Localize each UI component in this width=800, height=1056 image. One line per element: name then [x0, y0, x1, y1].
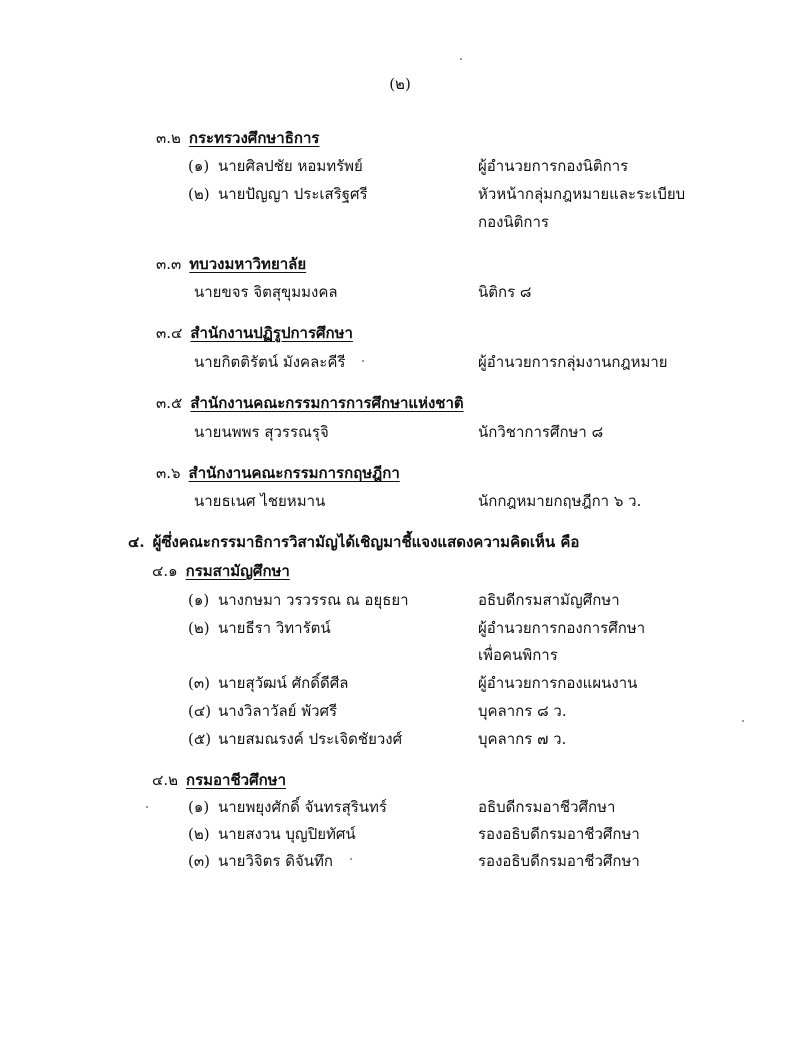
person-entry: [188, 154, 363, 178]
section-title: ผู้ซึ่งคณะกรรมาธิการวิสามัญได้เชิญมาชี้แจงแสดงความคิดเห็น คือ: [152, 533, 580, 551]
scan-speck: [146, 806, 148, 808]
person-name: นายขจร จิตสุขุมมงคล: [194, 283, 338, 301]
person-entry: [188, 588, 409, 612]
entry-index: (๒): [188, 619, 210, 637]
section-title: สำนักงานคณะกรรมการการศึกษาแห่งชาติ: [190, 394, 464, 412]
person-name: นายสงวน บุญปิยทัศน์: [218, 825, 356, 843]
entry-index: (๔): [188, 702, 212, 720]
person-role-continued: เพื่อคนพิการ: [478, 646, 558, 664]
person-name: นายนพพร สุวรรณรุจิ: [194, 423, 329, 441]
page-number: (๒): [389, 75, 411, 93]
person-role: รองอธิบดีกรมอาชีวศึกษา: [478, 852, 640, 870]
entry-index: (๓): [188, 852, 210, 870]
person-role: รองอธิบดีกรมอาชีวศึกษา: [478, 825, 640, 843]
section-heading-3-2: [156, 126, 319, 150]
person-name: นางวิลาวัลย์ พัวศรี: [218, 702, 338, 720]
person-name: นายธเนศ ไชยหมาน: [194, 492, 326, 510]
entry-index: (๒): [188, 825, 210, 843]
section-title: กระทรวงศึกษาธิการ: [188, 129, 320, 147]
entry-index: (๕): [188, 730, 212, 748]
person-name: นายสมณรงค์ ประเจิดชัยวงศ์: [218, 730, 403, 748]
entry-index: (๑): [188, 591, 210, 609]
person-role: ผู้อำนวยการกองการศึกษา: [478, 619, 646, 637]
section-number: ๓.๖: [156, 464, 181, 482]
person-role: ผู้อำนวยการกองนิติการ: [478, 157, 629, 175]
section-title: กรมสามัญศึกษา: [185, 562, 290, 580]
person-entry: [188, 182, 368, 206]
person-name: นายปัญญา ประเสริฐศรี: [218, 185, 368, 203]
person-role: ผู้อำนวยการกลุ่มงานกฎหมาย: [478, 353, 668, 371]
person-entry: [188, 727, 402, 751]
section-number: ๔.: [128, 533, 145, 551]
person-role: นักวิชาการศึกษา ๘: [478, 423, 604, 441]
scan-speck: [460, 58, 462, 60]
person-role: อธิบดีกรมอาชีวศึกษา: [478, 798, 616, 816]
section-heading-4-2: [152, 768, 286, 792]
section-heading-3-4: [156, 321, 353, 345]
person-name: นางกษมา วรวรรณ ณ อยุธยา: [218, 591, 409, 609]
section-title: ทบวงมหาวิทยาลัย: [189, 255, 307, 273]
person-role: บุคลากร ๘ ว.: [478, 702, 567, 720]
person-name: นายธีรา วิทารัตน์: [218, 619, 331, 637]
person-name: นายพยุงศักดิ์ จันทรสุรินทร์: [218, 798, 387, 816]
section-title: สำนักงานปฏิรูปการศึกษา: [190, 324, 353, 342]
section-number: ๔.๑: [152, 562, 178, 580]
person-role: หัวหน้ากลุ่มกฎหมายและระเบียบ: [478, 185, 686, 203]
section-heading-3-3: [156, 252, 306, 276]
person-name: นายสุวัฒน์ ศักดิ์ดีศีล: [218, 674, 349, 692]
section-number: ๓.๕: [156, 394, 183, 412]
scan-speck: [362, 360, 364, 362]
section-title: กรมอาชีวศึกษา: [186, 771, 286, 789]
entry-index: (๑): [188, 798, 210, 816]
scan-speck: [742, 720, 744, 722]
person-entry: [188, 822, 356, 846]
section-heading-3-5: [156, 391, 464, 415]
person-entry: [188, 671, 348, 695]
person-entry: [188, 849, 333, 873]
person-role: นิติกร ๘: [478, 283, 532, 301]
person-role-continued: กองนิติการ: [478, 213, 549, 231]
person-role: อธิบดีกรมสามัญศึกษา: [478, 591, 620, 609]
person-name: นายวิจิตร ดิจันทึก: [218, 852, 333, 870]
section-number: ๓.๓: [156, 255, 182, 273]
section-number: ๔.๒: [152, 771, 179, 789]
section-title: สำนักงานคณะกรรมการกฤษฎีกา: [188, 464, 400, 482]
entry-index: (๑): [188, 157, 210, 175]
section-heading-4-1: [152, 559, 290, 583]
section-number: ๓.๒: [156, 129, 181, 147]
person-role: ผู้อำนวยการกองแผนงาน: [478, 674, 638, 692]
person-name: นายศิลปชัย หอมทรัพย์: [218, 157, 363, 175]
person-role: นักกฎหมายกฤษฎีกา ๖ ว.: [478, 492, 642, 510]
entry-index: (๒): [188, 185, 210, 203]
entry-index: (๓): [188, 674, 210, 692]
section-number: ๓.๔: [156, 324, 183, 342]
person-entry: [188, 616, 331, 640]
person-entry: [188, 795, 387, 819]
person-name: นายกิตติรัตน์ มังคละคีรี: [194, 353, 346, 371]
section-heading-3-6: [156, 461, 400, 485]
section-heading-4: [128, 530, 579, 554]
person-role: บุคลากร ๗ ว.: [478, 730, 567, 748]
person-entry: [188, 699, 337, 723]
scan-speck: [350, 858, 352, 860]
